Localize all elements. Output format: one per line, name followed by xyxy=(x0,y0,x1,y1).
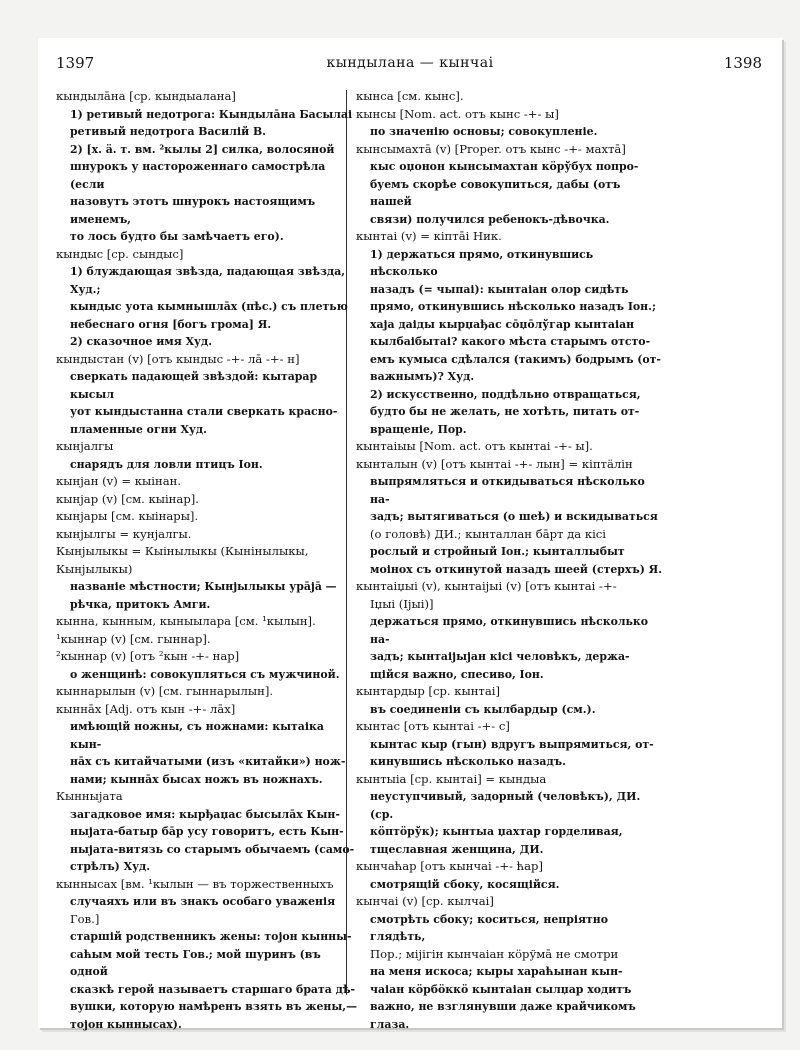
dictionary-entry xyxy=(356,88,664,106)
entry-line: будто бы не желать, не хотѣть, питать от- xyxy=(370,405,640,418)
entry-line: 1) блуждающая звѣзда, падающая звѣзда, Худ.; xyxy=(70,265,346,296)
entry-headword: кынјалгы xyxy=(56,439,114,453)
entry-line: ныјата-батыр бāр усу говоритъ, есть Кын- xyxy=(70,825,344,838)
entry-line: назадъ (= чыпаі): кынтаіан олор сидѣть xyxy=(370,282,629,296)
page-number-left: 1397 xyxy=(56,54,95,72)
dictionary-entry xyxy=(56,683,358,701)
entry-line: пламенные огни Худ. xyxy=(70,422,207,436)
entry-line: кынтас кыр (гын) вдругъ выпрямиться, от- xyxy=(370,737,654,751)
entry-line: хаја даіды кырџађас сōџōлўгар кынтаіан xyxy=(370,317,635,331)
entry-line: небеснаго огня [богъ грома] Я. xyxy=(70,317,272,331)
entry-line: вушки, которую намѣренъ взять въ жены,— xyxy=(70,1000,357,1013)
entry-line: кылбаібытаі? какого мѣста старымъ отсто- xyxy=(370,335,651,348)
entry-line: выпрямляться и откидываться нѣсколько на- xyxy=(370,475,645,506)
entry-line: щійся важно, спесиво, Іон. xyxy=(370,667,544,681)
entry-line: назовутъ этотъ шнурокъ настоящимъ именемъ, xyxy=(70,195,316,226)
entry-headword: кынтаіџыі (v), кынтаіјыі (v) [отъ кынтаі -+- xyxy=(356,579,617,593)
entry-headword: кынталын (v) [отъ кынтаі -+- лын] = кіптäлін xyxy=(356,456,633,471)
entry-headword: ¹кыннар (v) [см. гыннар]. xyxy=(56,631,211,646)
entry-line: о женщинѣ: совокупляться съ мужчиной. xyxy=(70,667,340,681)
dictionary-entry xyxy=(56,876,358,1034)
dictionary-entry xyxy=(356,893,664,1033)
entry-headword: кынтыіа [ср. кынтаі] = кындыа xyxy=(356,771,547,786)
dictionary-entry xyxy=(56,631,358,649)
entry-line: уот кындыстанна стали сверкать красно- xyxy=(70,405,338,418)
entry-line: кыс оџонон кынсымахтан кöрўбух попро- xyxy=(370,160,639,173)
entry-line: ретивый недотрога Василій В. xyxy=(70,125,266,138)
entry-line: то лось будто бы замѣчаетъ его). xyxy=(70,230,284,243)
entry-headword: кынјар (v) [см. кыінар]. xyxy=(56,491,199,506)
entry-line: вращеніе, Пор. xyxy=(370,422,467,436)
entry-headword: кыннысах [вм. ¹кылын — въ торжественныхъ xyxy=(56,876,334,891)
dictionary-page xyxy=(38,38,782,1031)
entry-line: задъ; кынтаіјыјан кісі человѣкъ, держа- xyxy=(370,650,630,663)
entry-line: 2) сказочное имя Худ. xyxy=(70,335,213,348)
entry-line: случаяхъ или въ знакъ особаго уваженія xyxy=(70,895,336,908)
entry-line: шнурокъ у настороженнаго самострѣла (если xyxy=(70,160,326,191)
entry-line: снарядъ для ловли птицъ Іон. xyxy=(70,457,263,471)
dictionary-entry xyxy=(56,648,358,683)
entry-line: нāх съ китайчатыми (изъ «китайки») нож- xyxy=(70,755,346,768)
entry-line: кинувшись нѣсколько назадъ. xyxy=(370,755,566,768)
entry-line: держаться прямо, откинувшись нѣсколько на- xyxy=(370,615,649,646)
entry-line: въ соединеніи съ кылбардыр (см.). xyxy=(370,702,596,716)
dictionary-entry xyxy=(356,106,664,141)
entry-line: задъ; вытягиваться (о шеѣ) и вскидываться xyxy=(370,510,658,523)
entry-headword: кынјылгы = кунјалгы. xyxy=(56,526,192,541)
dictionary-entry xyxy=(356,456,664,579)
entry-headword: кынјары [см. кыінары]. xyxy=(56,509,199,523)
entry-line: рослый и стройный Іон.; кынталлыбыт xyxy=(370,545,625,558)
dictionary-entry xyxy=(56,543,358,561)
entry-headword: Кынныјата xyxy=(56,789,123,803)
entry-line: загадковое имя: кырђаџас бысылāх Кын- xyxy=(70,807,340,821)
entry-line: по значенію основы; совокупленіе. xyxy=(370,125,598,138)
entry-headword: кынтас [отъ кынтаі -+- с] xyxy=(356,719,510,733)
page-number-right: 1398 xyxy=(723,54,762,72)
dictionary-entry xyxy=(356,578,664,683)
entry-line: моінох съ откинутой назадъ шеей (стерхъ) Я. xyxy=(370,562,663,576)
entry-line: чаіан кöрбöккö кынтаіан сылџар ходитъ xyxy=(370,982,632,996)
entry-line: важнымъ)? Худ. xyxy=(370,370,475,383)
entry-headword: кынчаћар [отъ кынчаі -+- ћар] xyxy=(356,859,543,873)
entry-line: имѣющій ножны, съ ножнами: кытаіка кын- xyxy=(70,720,324,751)
dictionary-entry xyxy=(56,88,358,246)
entry-headword: кыннāх [Adj. отъ кын -+- лāх] xyxy=(56,701,236,716)
entry-line: тојон кыннысах). xyxy=(70,1017,182,1031)
entry-line: тщеславная женщина, ДИ. xyxy=(370,842,544,856)
dictionary-entry xyxy=(56,473,358,491)
entry-line: кöптöрўк); кынтыа џахтар горделивая, xyxy=(370,825,623,838)
running-title: кындылана — кынчаі xyxy=(326,55,494,71)
dictionary-entry xyxy=(56,788,358,876)
entry-headword: кындыс [ср. сындыс] xyxy=(56,246,184,261)
entry-line: Гов.] xyxy=(70,911,100,926)
entry-line: буемъ скорѣе совокупиться, дабы (отъ нашей xyxy=(370,177,621,208)
dictionary-entry xyxy=(56,438,358,473)
dictionary-entry xyxy=(56,613,358,631)
entry-line: рѣчка, притокъ Амги. xyxy=(70,597,211,611)
dictionary-entry xyxy=(56,701,358,789)
dictionary-entry xyxy=(56,526,358,544)
entry-line: саћым мой тесть Гов.; мой шуринъ (въ одной xyxy=(70,947,321,978)
dictionary-entry xyxy=(56,508,358,526)
entry-line: емъ кумыса сдѣлался (такимъ) бодрымъ (от- xyxy=(370,352,661,366)
entry-line: неуступчивый, задорный (человѣкъ), ДИ. (ср. xyxy=(370,790,641,821)
entry-line: на меня искоса; кыры хараћынан кын- xyxy=(370,965,623,978)
right-column xyxy=(356,88,664,1033)
dictionary-entry xyxy=(356,141,664,229)
entry-line: Пор.; міјігін кынчаіан кöрўмā не смотри xyxy=(370,946,619,961)
entry-line: связи) получился ребенокъ-дѣвочка. xyxy=(370,212,610,226)
dictionary-entry xyxy=(56,351,358,439)
entry-headword: кынсы [Nom. act. отъ кынс -+- ы] xyxy=(356,106,559,121)
entry-line: важно, не взглянувши даже крайчикомъ глаза. xyxy=(370,1000,636,1031)
dictionary-entry xyxy=(56,246,358,351)
dictionary-entry xyxy=(356,438,664,456)
entry-headword: кынтаі (v) = кіптāі Ник. xyxy=(356,229,502,243)
dictionary-entry xyxy=(356,228,664,438)
entry-line: Іџыі (Іјыі)] xyxy=(370,596,434,611)
entry-headword: кынса [см. кынс]. xyxy=(356,89,464,103)
entry-headword: кынсымахтā (v) [Proper. отъ кынс -+- махтā] xyxy=(356,141,626,156)
dictionary-entry xyxy=(56,491,358,509)
entry-line: (о головѣ) ДИ.; кынталлан бāрт да кісі xyxy=(370,526,607,541)
entry-line: сказкѣ герой называетъ старшаго брата дѣ- xyxy=(70,982,356,996)
entry-headword: кынна, кынным, кыныылара [см. ¹кылын]. xyxy=(56,614,316,628)
entry-headword: кынчаі (v) [ср. кылчаі] xyxy=(356,894,494,908)
entry-line: старшій родственникъ жены: тојон кынны- xyxy=(70,930,352,943)
left-column xyxy=(56,88,358,1033)
dictionary-entry xyxy=(356,771,664,859)
entry-line: смотрящій сбоку, косящійся. xyxy=(370,877,560,891)
entry-headword: кынјан (v) = кыінан. xyxy=(56,474,182,488)
dictionary-entry xyxy=(56,561,358,614)
entry-headword: Кынјылыкы = Кыінылыкы (Кынінылыкы, xyxy=(56,544,309,558)
entry-line: 2) [х. ä. т. вм. ²кылы 2] силка, волосяной xyxy=(70,142,335,156)
entry-line: ныјата-витязь со старымъ обычаемъ (само- xyxy=(70,842,355,856)
entry-line: смотрѣть сбоку; коситься, непріятно глядѣть, xyxy=(370,912,609,943)
dictionary-entry xyxy=(356,718,664,771)
entry-line: названіе мѣстности; Кынјылыкы урāјā — xyxy=(70,580,337,593)
entry-headword: кыннарылын (v) [см. гыннарылын]. xyxy=(56,684,274,698)
page-header xyxy=(54,52,766,78)
entry-line: 1) ретивый недотрога: Кындылāна Басылаі xyxy=(70,107,353,121)
entry-headword: кындылāна [ср. кындыалана] xyxy=(56,89,236,103)
entry-line: прямо, откинувшись нѣсколько назадъ Іон.; xyxy=(370,300,656,313)
dictionary-entry xyxy=(356,683,664,718)
entry-line: 2) искусственно, поддѣльно отвращаться, xyxy=(370,387,641,401)
entry-line: кындыс уота кымнышлāх (пѣс.) съ плетью xyxy=(70,300,348,313)
entry-line: нами; кыннāх бысах ножъ въ ножнахъ. xyxy=(70,772,323,786)
entry-headword: ²кыннар (v) [отъ ²кын -+- нар] xyxy=(56,649,240,663)
dictionary-entry xyxy=(356,858,664,893)
entry-headword: кынтаіыы [Nom. act. отъ кынтаі -+- ы]. xyxy=(356,439,593,453)
entry-headword: кынтардыр [ср. кынтаі] xyxy=(356,684,500,698)
entry-headword: кындыстан (v) [отъ кындыс -+- лā -+- н] xyxy=(56,351,300,366)
entry-line: 1) держаться прямо, откинувшись нѣсколько xyxy=(370,247,594,278)
entry-line: сверкать падающей звѣздой: кытарар кысыл xyxy=(70,370,318,401)
entry-headword: Кынјылыкы) xyxy=(56,561,133,576)
entry-line: стрѣлъ) Худ. xyxy=(70,860,151,873)
